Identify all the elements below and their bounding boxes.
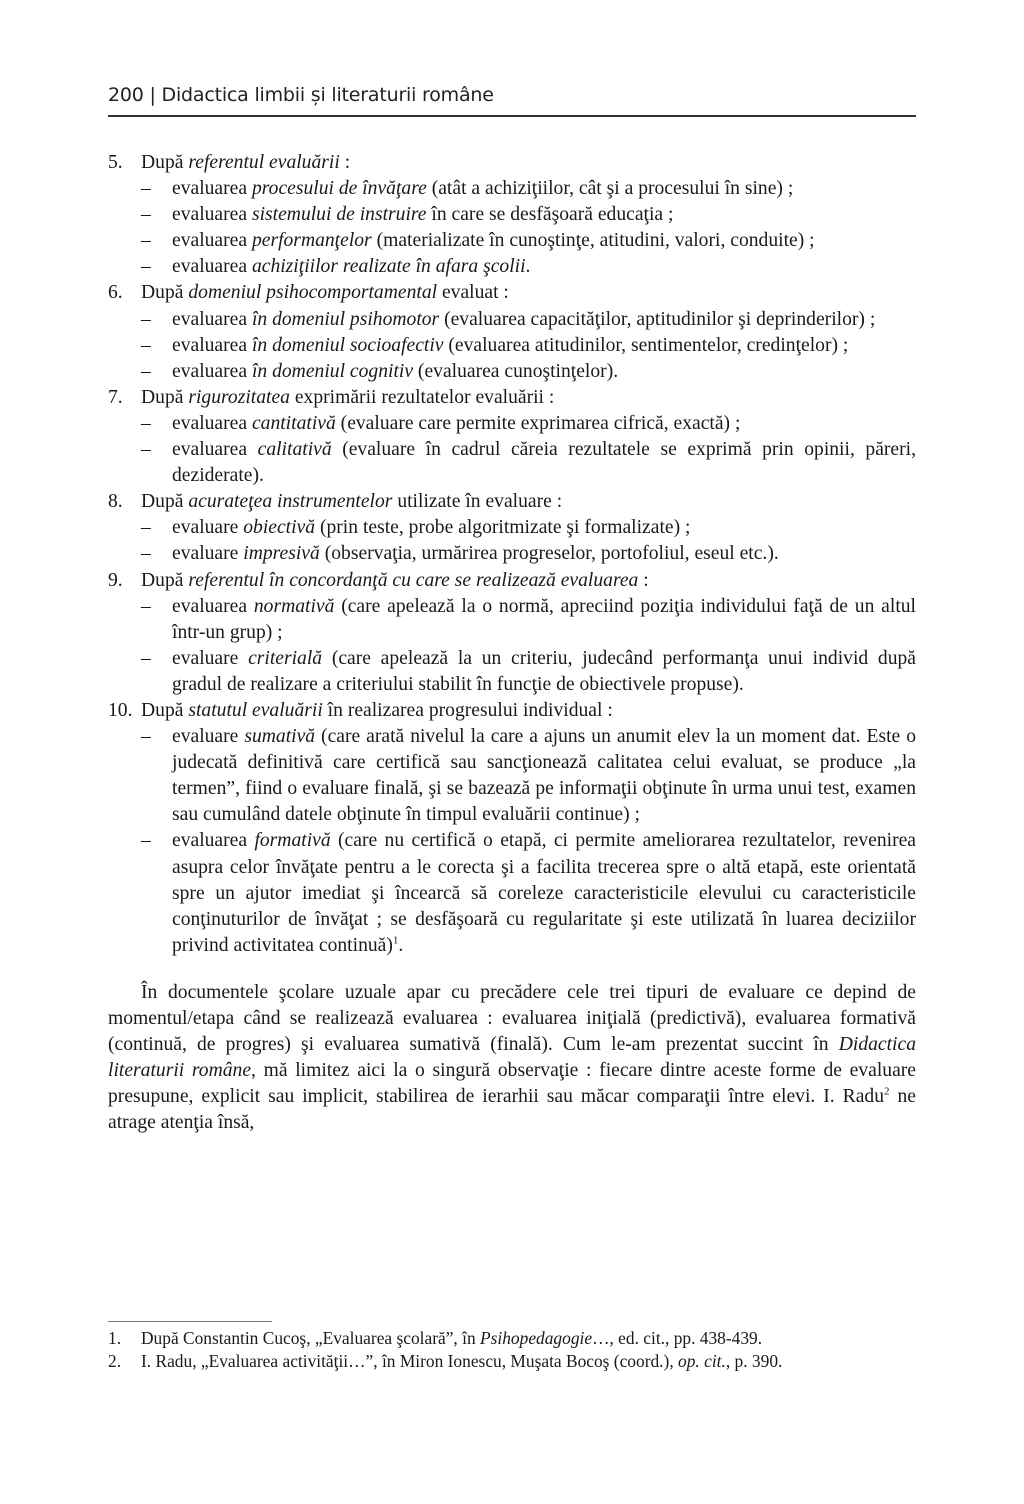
sub-item-text: evaluarea (172, 439, 258, 461)
list-item-number: 10. (108, 699, 133, 721)
list-item-heading (108, 489, 916, 515)
classification-list (108, 150, 916, 959)
heading-emphasis: domeniul psihocomportamental (188, 282, 438, 304)
sub-item-text: (care apelează la o normă, apreciind poziţia individului faţă de un altul într-un grup) ; (172, 595, 916, 643)
sub-item-text: evaluarea (172, 360, 252, 382)
sub-item-text: (care nu certifică o etapă, ci permite ameliorarea rezultatelor, revenirea asupra celor învăţate pentru a le corecta şi a facilita trecerea spre o altă etapă, este orientată spre un ajutor imediat şi încearcă să coreleze caracteristicile elevului cu caracteristicile conţinuturilor de învăţat ; se desfăşoară cu regularitate şi este utilizată în luarea deciziilor privind activitatea continuă) (172, 830, 917, 956)
sub-item-text: (evaluare în cadrul căreia rezultatele se exprimă prin opinii, păreri, deziderate). (172, 439, 916, 487)
sub-item-emphasis: sistemului de instruire (251, 204, 427, 226)
sub-item-text: evaluare (172, 543, 244, 565)
sub-item-emphasis: procesului de învăţare (251, 178, 427, 200)
sub-item-emphasis: achiziţiilor realizate în afara şcolii (251, 256, 526, 278)
paragraph-text-3: ne atrage atenţia însă, (108, 1086, 916, 1134)
footnote-text: …, ed. cit., pp. 438-439. (592, 1328, 763, 1348)
heading-text: După (141, 491, 189, 513)
dash-bullet: – (141, 647, 151, 669)
dash-bullet: – (141, 308, 151, 330)
body-text (108, 150, 916, 1156)
footnote-ref-1[interactable]: 1 (392, 934, 399, 947)
sub-item (108, 515, 916, 541)
dash-bullet: – (141, 178, 151, 200)
sub-item-text: în care se desfăşoară educaţia ; (426, 204, 674, 226)
sub-item-tail: . (398, 934, 404, 956)
sub-item-text: (materializate în cunoştinţe, atitudini, valori, conduite) ; (371, 230, 815, 252)
sub-item (108, 411, 916, 437)
heading-text: După (141, 699, 189, 721)
sub-item-emphasis: în domeniul socioafectiv (251, 334, 444, 356)
dash-bullet: – (141, 412, 151, 434)
book-title-emphasis: Didactica literaturii române (108, 1034, 916, 1082)
sub-item-text: evaluare (172, 517, 244, 539)
sub-item (108, 437, 916, 489)
heading-tail: : (638, 569, 649, 591)
sub-item-emphasis: impresivă (243, 543, 320, 565)
sub-item-emphasis: sumativă (244, 726, 316, 748)
sub-item (108, 541, 916, 567)
heading-emphasis: referentul evaluării (188, 152, 340, 173)
footnote (108, 1350, 916, 1373)
dash-bullet: – (141, 334, 151, 356)
heading-tail: evaluat : (437, 282, 509, 304)
sub-item (108, 333, 916, 359)
footnote-emphasis: Psihopedagogie (480, 1328, 593, 1348)
list-item (108, 280, 916, 306)
footnotes (108, 1327, 916, 1373)
sub-item-text: evaluare (172, 647, 249, 669)
heading-tail: exprimării rezultatelor evaluării : (289, 386, 555, 408)
list-item (108, 385, 916, 411)
sub-item-text: (evaluarea atitudinilor, sentimentelor, credinţelor) ; (443, 334, 849, 356)
list-item-heading (108, 385, 916, 411)
sub-item-text: (atât a achiziţiilor, cât şi a procesului în sine) ; (426, 178, 794, 200)
sub-item-text: evaluarea (172, 204, 252, 226)
dash-bullet: – (141, 517, 151, 539)
list-item (108, 150, 916, 176)
dash-bullet: – (141, 543, 151, 565)
heading-text: După (141, 386, 189, 408)
dash-bullet: – (141, 256, 151, 278)
sub-item-text: (evaluarea cunoştinţelor). (413, 360, 619, 382)
list-item (108, 698, 916, 724)
dash-bullet: – (141, 595, 151, 617)
sub-item-text: evaluarea (172, 595, 254, 617)
sub-item-text: evaluarea (172, 334, 252, 356)
list-item-number: 7. (108, 386, 123, 408)
sub-item (108, 228, 916, 254)
paragraph-text-1: În documentele şcolare uzuale apar cu precădere cele trei tipuri de evaluare ce depind de momentul/etapa când se realizează evaluarea : evaluarea iniţială (predictivă), evaluarea formativă (continuă, de progres) şi evaluarea sumativă (finală). Cum le-am prezentat succint în (108, 981, 916, 1056)
sub-item-text: . (525, 256, 531, 278)
heading-text: După (141, 569, 189, 591)
footnote-number: 2. (108, 1350, 122, 1371)
list-item-number: 5. (108, 152, 123, 173)
sub-item-text: evaluarea (172, 308, 252, 330)
sub-item-text: (care apelează la un criteriu, judecând performanţa unui individ după gradul de realizare a criteriului stabilit în funcţie de obiectivele propuse). (172, 647, 916, 695)
sub-item-emphasis: obiectivă (243, 517, 316, 539)
running-head: 200 | Didactica limbii și literaturii române (108, 84, 494, 106)
paragraph-text-2: , mă limitez aici la o singură observaţie : fiecare dintre aceste forme de evaluare presupune, explicit sau implicit, stabilirea de ierarhii sau măcar comparaţii între elevi. I. Radu (108, 1060, 916, 1108)
body-paragraph (108, 980, 916, 1137)
heading-tail: în realizarea progresului individual : (322, 699, 613, 721)
sub-item-text: evaluarea (172, 256, 252, 278)
dash-bullet: – (141, 204, 151, 226)
sub-item (108, 594, 916, 646)
list-item-number: 6. (108, 282, 123, 304)
dash-bullet: – (141, 230, 151, 252)
footnote-emphasis: op. cit. (678, 1350, 726, 1371)
sub-item (108, 359, 916, 385)
heading-text: După (141, 152, 189, 173)
footnote-ref-2[interactable]: 2 (884, 1085, 890, 1098)
sub-item-emphasis: normativă (253, 595, 335, 617)
heading-tail: utilizate în evaluare : (392, 491, 563, 513)
footnote-text: I. Radu, „Evaluarea activităţii…”, în Miron Ionescu, Muşata Bocoş (coord.), (141, 1350, 679, 1371)
sub-item (108, 724, 916, 828)
footnote-text: După Constantin Cucoş, „Evaluarea şcolară”, în (141, 1328, 481, 1348)
footnote-number: 1. (108, 1328, 122, 1348)
sub-item-text: (evaluarea capacităţilor, aptitudinilor şi deprinderilor) ; (439, 308, 876, 330)
sub-item-text: (observaţia, urmărirea progreselor, portofoliul, eseul etc.). (319, 543, 779, 565)
sub-item (108, 307, 916, 333)
sub-item-text: (care arată nivelul la care a ajuns un anumit elev la un moment dat. Este o judecată definitivă care certifică sau sancţionează calitatea celui evaluat, se produce „la termen”, fiind o evaluare finală, şi se bazează pe informaţii obţinute în urma unui test, examen sau cumulând datele obţinute în timpul evaluării continue) ; (172, 726, 917, 826)
heading-text: După (141, 282, 189, 304)
sub-item-emphasis: cantitativă (251, 412, 336, 434)
sub-item (108, 202, 916, 228)
sub-item-emphasis: calitativă (257, 439, 332, 461)
list-item-heading (108, 150, 916, 176)
sub-item-emphasis: în domeniul cognitiv (251, 360, 414, 382)
sub-item-text: evaluarea (172, 412, 252, 434)
footnote-text: , p. 390. (725, 1350, 783, 1371)
sub-item-text: evaluarea (172, 230, 252, 252)
dash-bullet: – (141, 439, 151, 461)
sub-item (108, 828, 916, 958)
list-item (108, 489, 916, 515)
sub-item-text: (prin teste, probe algoritmizate şi formalizate) ; (315, 517, 691, 539)
header-rule (108, 115, 916, 117)
sub-item-text: evaluare (172, 726, 245, 748)
dash-bullet: – (141, 360, 151, 382)
list-item-number: 8. (108, 491, 123, 513)
heading-emphasis: acurateţea instrumentelor (188, 491, 393, 513)
sub-item-text: evaluarea (172, 178, 252, 200)
heading-emphasis: rigurozitatea (188, 386, 290, 408)
sub-item (108, 646, 916, 698)
footnote-rule (108, 1321, 272, 1322)
sub-item-text: (evaluare care permite exprimarea cifrică, exactă) ; (335, 412, 741, 434)
dash-bullet: – (141, 726, 151, 748)
list-item-heading (108, 568, 916, 594)
sub-item-emphasis: criterială (248, 647, 323, 669)
sub-item-emphasis: formativă (254, 830, 331, 852)
dash-bullet: – (141, 830, 151, 852)
list-item-number: 9. (108, 569, 123, 591)
heading-tail: : (339, 152, 351, 173)
footnote (108, 1327, 916, 1350)
sub-item (108, 176, 916, 202)
sub-item-emphasis: în domeniul psihomotor (251, 308, 440, 330)
list-item-heading (108, 698, 916, 724)
heading-emphasis: statutul evaluării (188, 699, 323, 721)
sub-item-emphasis: performanţelor (251, 230, 372, 252)
list-item-heading (108, 280, 916, 306)
sub-item-text: evaluarea (172, 830, 255, 852)
list-item (108, 568, 916, 594)
sub-item (108, 254, 916, 280)
heading-emphasis: referentul în concordanţă cu care se realizează evaluarea (188, 569, 639, 591)
